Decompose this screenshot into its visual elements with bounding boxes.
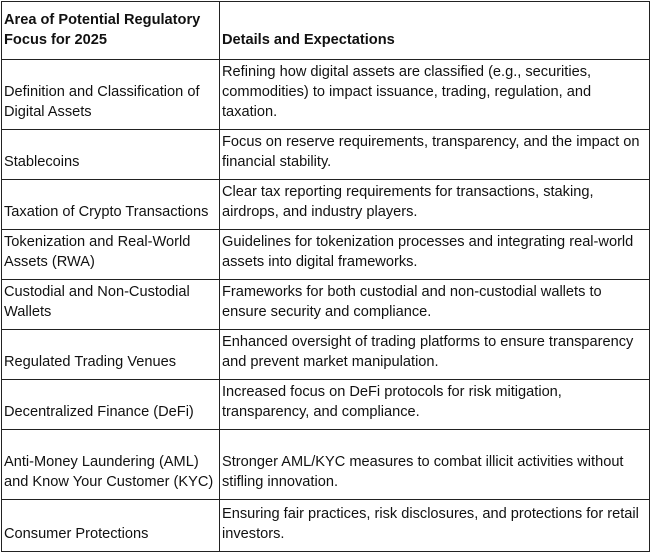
table-header-row [2, 2, 650, 60]
table-row [2, 280, 650, 330]
table-row [2, 180, 650, 230]
details-cell: Refining how digital assets are classified (e.g., securities, commodities) to impact issuance, trading, regulation, and taxation. [220, 60, 650, 130]
details-cell: Focus on reserve requirements, transparency, and the impact on financial stability. [220, 130, 650, 180]
table-row [2, 230, 650, 280]
area-cell: Tokenization and Real-World Assets (RWA) [2, 230, 220, 280]
area-cell: Stablecoins [2, 130, 220, 180]
area-cell: Regulated Trading Venues [2, 330, 220, 380]
table-row [2, 130, 650, 180]
area-cell: Custodial and Non-Custodial Wallets [2, 280, 220, 330]
details-cell: Ensuring fair practices, risk disclosures, and protections for retail investors. [220, 500, 650, 552]
details-cell: Increased focus on DeFi protocols for risk mitigation, transparency, and compliance. [220, 380, 650, 430]
table-row [2, 330, 650, 380]
table-row [2, 60, 650, 130]
area-cell: Taxation of Crypto Transactions [2, 180, 220, 230]
details-cell: Enhanced oversight of trading platforms to ensure transparency and prevent market manipulation. [220, 330, 650, 380]
header-details: Details and Expectations [220, 2, 650, 60]
area-cell: Decentralized Finance (DeFi) [2, 380, 220, 430]
header-area: Area of Potential Regulatory Focus for 2025 [2, 2, 220, 60]
area-cell: Anti-Money Laundering (AML) and Know Your Customer (KYC) [2, 430, 220, 500]
regulatory-focus-table [1, 1, 650, 552]
table-row [2, 380, 650, 430]
table-row [2, 500, 650, 552]
table-row [2, 430, 650, 500]
details-cell: Clear tax reporting requirements for transactions, staking, airdrops, and industry players. [220, 180, 650, 230]
details-cell: Guidelines for tokenization processes and integrating real-world assets into digital frameworks. [220, 230, 650, 280]
details-cell: Frameworks for both custodial and non-custodial wallets to ensure security and compliance. [220, 280, 650, 330]
area-cell: Definition and Classification of Digital Assets [2, 60, 220, 130]
area-cell: Consumer Protections [2, 500, 220, 552]
details-cell: Stronger AML/KYC measures to combat illicit activities without stifling innovation. [220, 430, 650, 500]
